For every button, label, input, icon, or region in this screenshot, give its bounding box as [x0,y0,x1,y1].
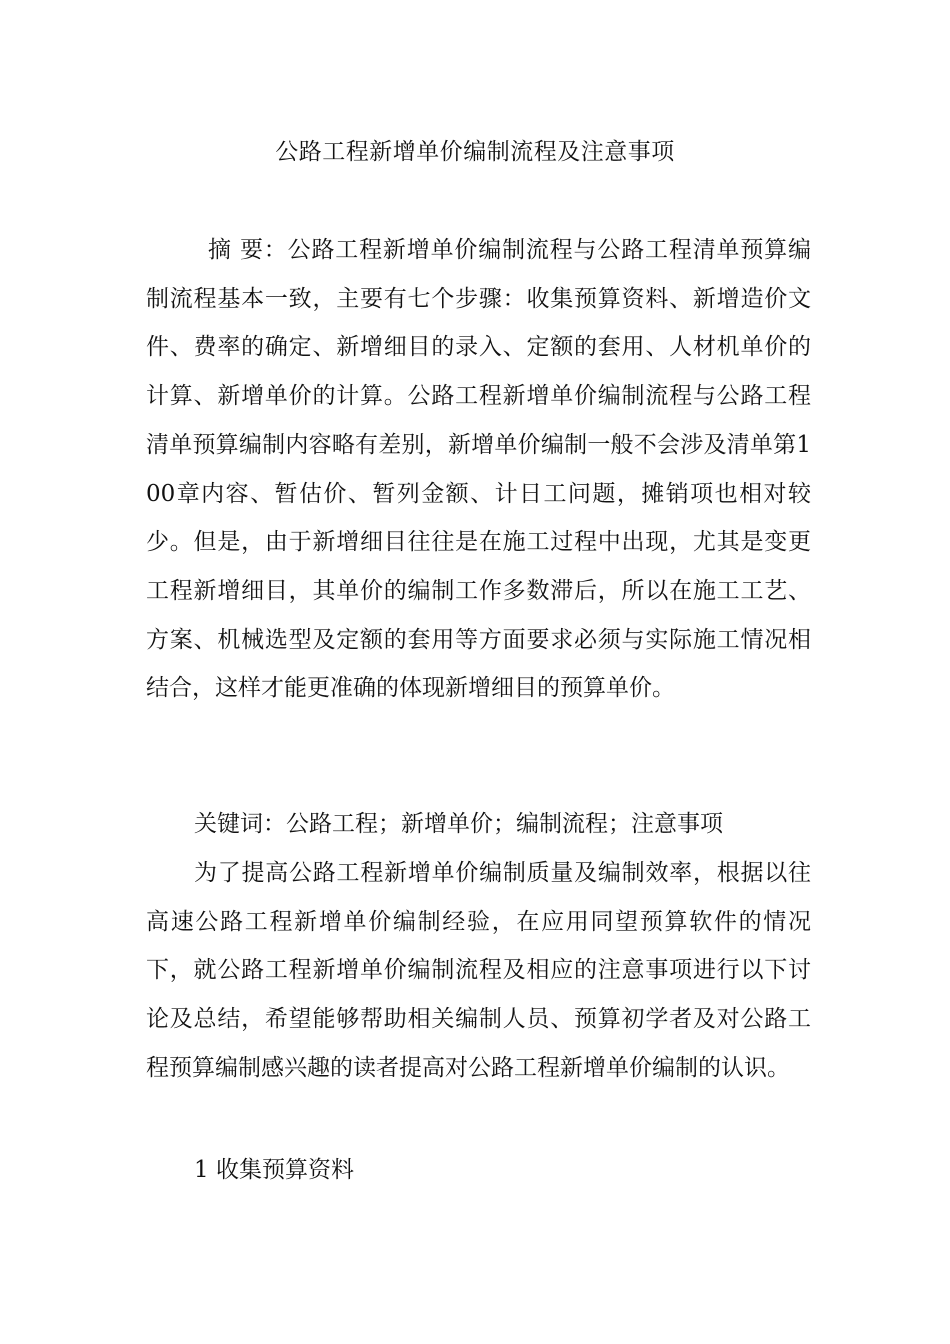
section-heading-1: 1 收集预算资料 [194,1157,354,1183]
document-title: 公路工程新增单价编制流程及注意事项 [275,139,675,165]
keywords-paragraph: 关键词：公路工程；新增单价；编制流程；注意事项 [194,811,723,837]
abstract-paragraph: 摘 要：公路工程新增单价编制流程与公路工程清单预算编制流程基本一致，主要有七个步骤：收集预算资料、新增造价文件、费率的确定、新增细目的录入、定额的套用、人材机单价的计算、新增单价的计算。公路工程新增单价编制流程与公路工程清单预算编制内容略有差别，新增单价编制一般不会涉及清单第100章内容、暂估价、暂列金额、计日工问题，摊销项也相对较少。但是，由于新增细目往往是在施工过程中出现，尤其是变更工程新增细目，其单价的编制工作多数滞后，所以在施工工艺、方案、机械选型及定额的套用等方面要求必须与实际施工情况相结合，这样才能更准确的体现新增细目的预算单价。 [146,237,811,702]
intro-paragraph: 为了提高公路工程新增单价编制质量及编制效率，根据以往高速公路工程新增单价编制经验，在应用同望预算软件的情况下，就公路工程新增单价编制流程及相应的注意事项进行以下讨论及总结，希望能够帮助相关编制人员、预算初学者及对公路工程预算编制感兴趣的读者提高对公路工程新增单价编制的认识。 [146,860,811,1081]
